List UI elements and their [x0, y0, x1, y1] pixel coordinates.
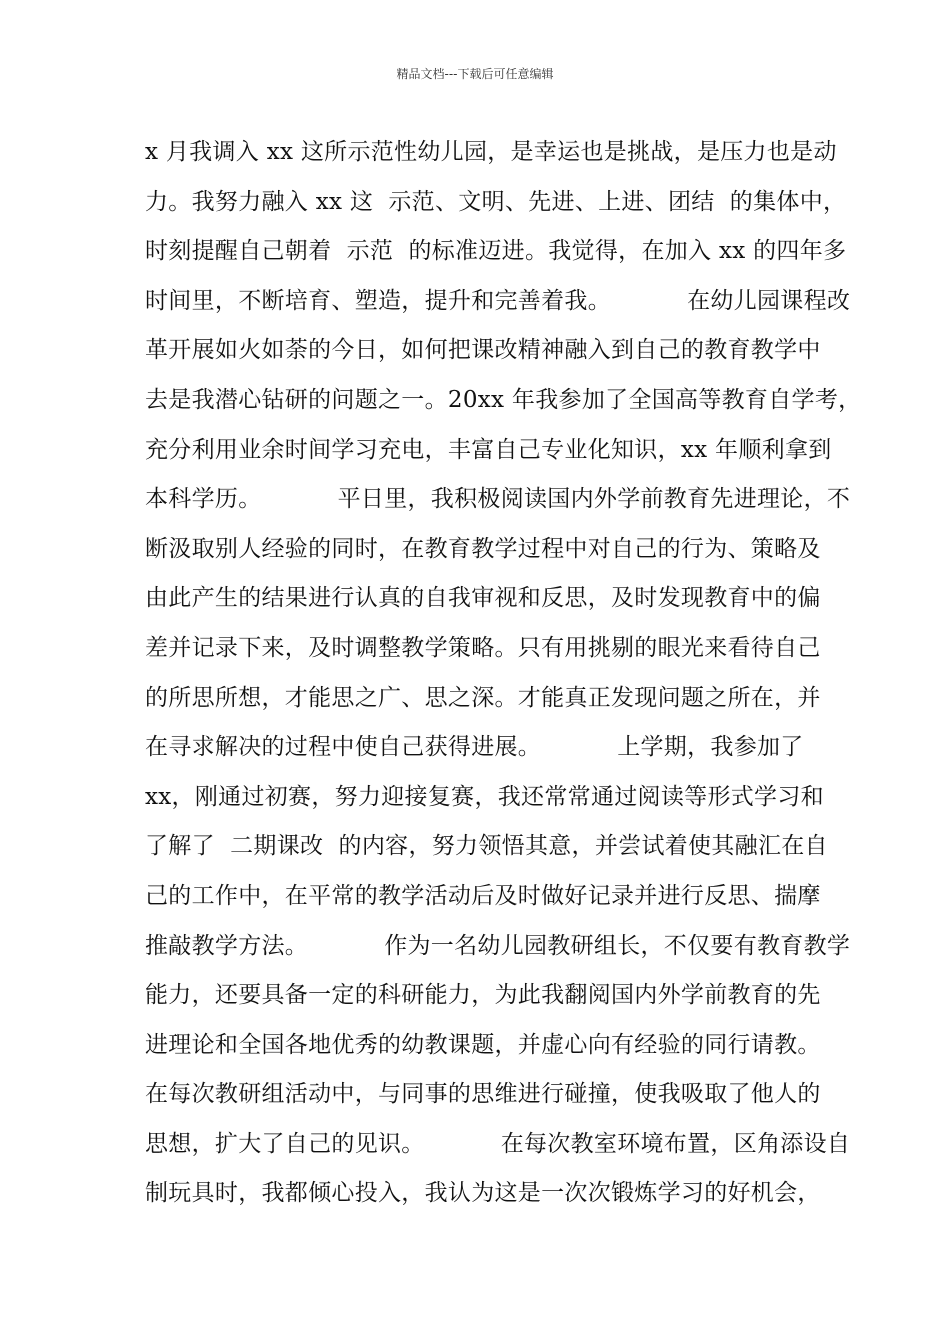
text-line: 在寻求解决的过程中使自己获得进展。 上学期，我参加了 — [145, 734, 804, 761]
text-line: 本科学历。 平日里，我积极阅读国内外学前教育先进理论，不 — [145, 486, 851, 513]
text-line: 思想，扩大了自己的见识。 在每次教室环境布置，区角添设自 — [145, 1130, 851, 1157]
text-line: 己的工作中，在平常的教学活动后及时做好记录并进行反思、揣摩 — [145, 882, 821, 909]
text-line: 进理论和全国各地优秀的幼教课题，并虚心向有经验的同行请教。 — [145, 1031, 821, 1058]
text-line: 充分利用业余时间学习充电，丰富自己专业化知识，xx 年顺利拿到 — [145, 436, 832, 463]
text-line: 力。我努力融入 xx 这 示范、文明、先进、上进、团结 的集体中， — [145, 188, 847, 215]
body-text — [145, 130, 862, 1221]
page-header: 精品文档---下载后可任意编辑 — [396, 67, 554, 81]
text-line: 由此产生的结果进行认真的自我审视和反思，及时发现教育中的偏 — [145, 585, 821, 612]
text-line: 了解了 二期课改 的内容，努力领悟其意，并尝试着使其融汇在自 — [145, 833, 828, 860]
text-line: 革开展如火如荼的今日，如何把课改精神融入到自己的教育教学中 — [145, 337, 821, 364]
text-line: 推敲教学方法。 作为一名幼儿园教研组长，不仅要有教育教学 — [145, 932, 851, 959]
text-line: 差并记录下来，及时调整教学策略。只有用挑剔的眼光来看待自己 — [145, 634, 821, 661]
text-line: 断汲取别人经验的同时，在教育教学过程中对自己的行为、策略及 — [145, 535, 821, 562]
text-line: xx，刚通过初赛，努力迎接复赛，我还常常通过阅读等形式学习和 — [145, 783, 824, 810]
text-line: x 月我调入 xx 这所示范性幼儿园，是幸运也是挑战，是压力也是动 — [145, 139, 837, 165]
text-line: 制玩具时，我都倾心投入，我认为这是一次次锻炼学习的好机会， — [145, 1180, 821, 1207]
text-line: 去是我潜心钻研的问题之一。20xx 年我参加了全国高等教育自学考， — [145, 386, 862, 413]
text-line: 在每次教研组活动中，与同事的思维进行碰撞，使我吸取了他人的 — [145, 1081, 821, 1108]
text-line: 的所思所想，才能思之广、思之深。才能真正发现问题之所在，并 — [145, 684, 821, 711]
text-line: 能力，还要具备一定的科研能力，为此我翻阅国内外学前教育的先 — [145, 982, 821, 1009]
text-line: 时刻提醒自己朝着 示范 的标准迈进。我觉得，在加入 xx 的四年多 — [145, 238, 847, 265]
text-line: 时间里，不断培育、塑造，提升和完善着我。 在幼儿园课程改 — [145, 287, 851, 314]
